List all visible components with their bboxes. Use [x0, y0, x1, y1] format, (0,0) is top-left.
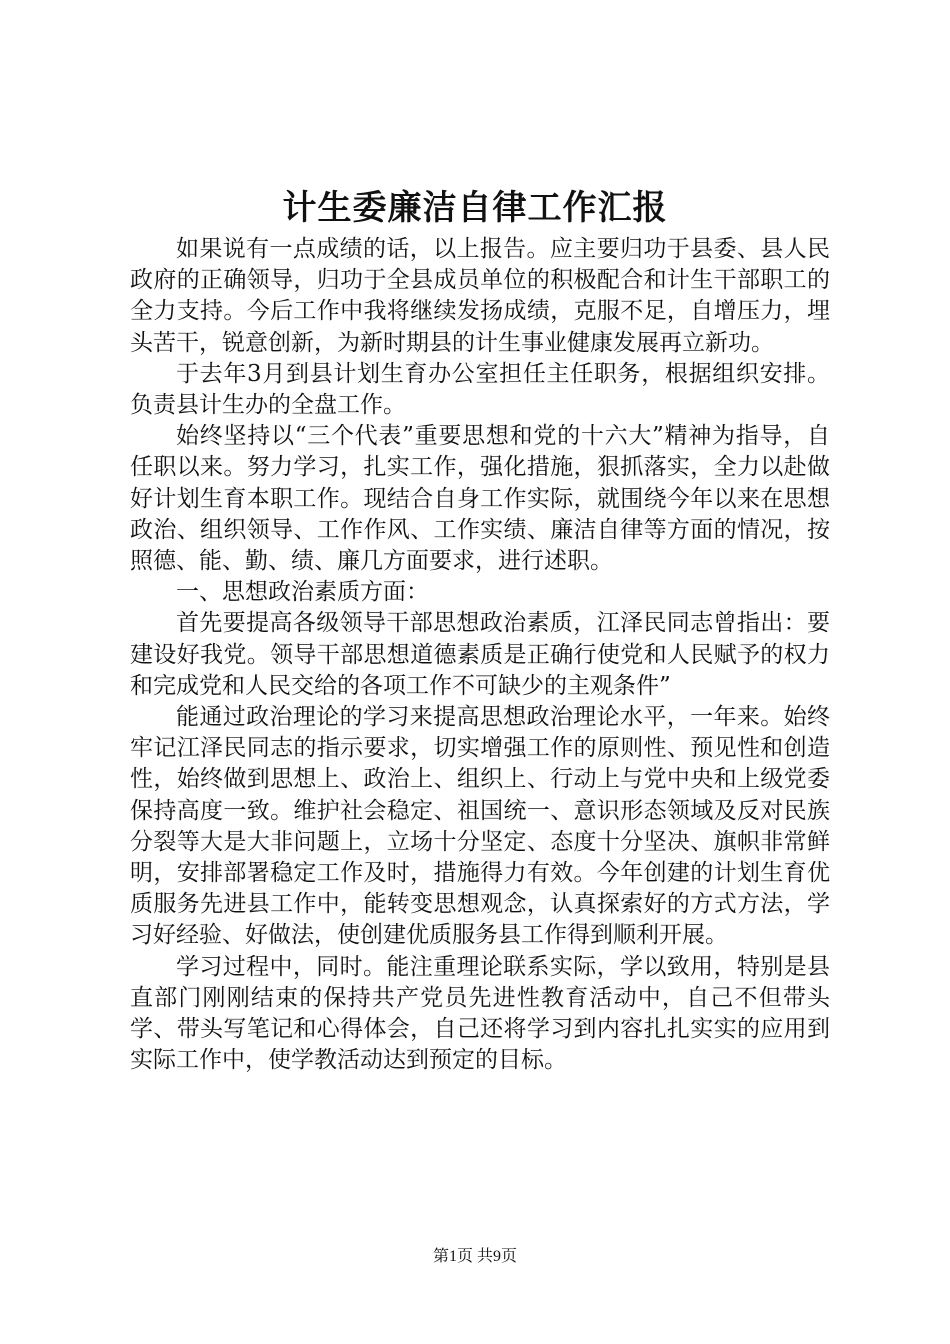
document-title: 计生委廉洁自律工作汇报 [282, 188, 668, 228]
paragraph-3: 始终坚持以“三个代表”重要思想和党的十六大”精神为指导，自任职以来。努力学习，扎实工作，强化措施，狠抓落实，全力以赴做好计划生育本职工作。现结合自身工作实际，就围绕今年以来在思想政治、组织领导、工作作风、工作实绩、廉洁自律等方面的情况，按照德、能、勤、绩、廉几方面要求，进行述职。 [130, 423, 830, 575]
section-heading-1: 一、思想政治素质方面： [176, 579, 429, 606]
paragraph-2: 于去年3月到县计划生育办公室担任主任职务，根据组织安排。负责县计生办的全盘工作。 [130, 360, 830, 419]
document-body [130, 234, 830, 1076]
paragraph-5: 能通过政治理论的学习来提高思想政治理论水平，一年来。始终牢记江泽民同志的指示要求，切实增强工作的原则性、预见性和创造性，始终做到思想上、政治上、组织上、行动上与党中央和上级党委保持高度一致。维护社会稳定、祖国统一、意识形态领域及反对民族分裂等大是大非问题上，立场十分坚定、态度十分坚决、旗帜非常鲜明，安排部署稳定工作及时，措施得力有效。今年创建的计划生育优质服务先进县工作中，能转变思想观念，认真探索好的方式方法，学习好经验、好做法，使创建优质服务县工作得到顺利开展。 [130, 704, 830, 949]
page-footer: 第1页 共9页 [432, 1248, 517, 1265]
paragraph-6: 学习过程中，同时。能注重理论联系实际，学以致用，特别是县直部门刚刚结束的保持共产党员先进性教育活动中，自己不但带头学、带头写笔记和心得体会，自己还将学习到内容扎扎实实的应用到实际工作中，使学教活动达到预定的目标。 [130, 953, 830, 1074]
paragraph-1: 如果说有一点成绩的话，以上报告。应主要归功于县委、县人民政府的正确领导，归功于全县成员单位的积极配合和计生干部职工的全力支持。今后工作中我将继续发扬成绩，克服不足，自增压力，埋头苦干，锐意创新，为新时期县的计生事业健康发展再立新功。 [130, 236, 830, 356]
paragraph-4: 首先要提高各级领导干部思想政治素质，江泽民同志曾指出：要建设好我党。领导干部思想道德素质是正确行使党和人民赋予的权力和完成党和人民交给的各项工作不可缺少的主观条件” [130, 610, 830, 699]
